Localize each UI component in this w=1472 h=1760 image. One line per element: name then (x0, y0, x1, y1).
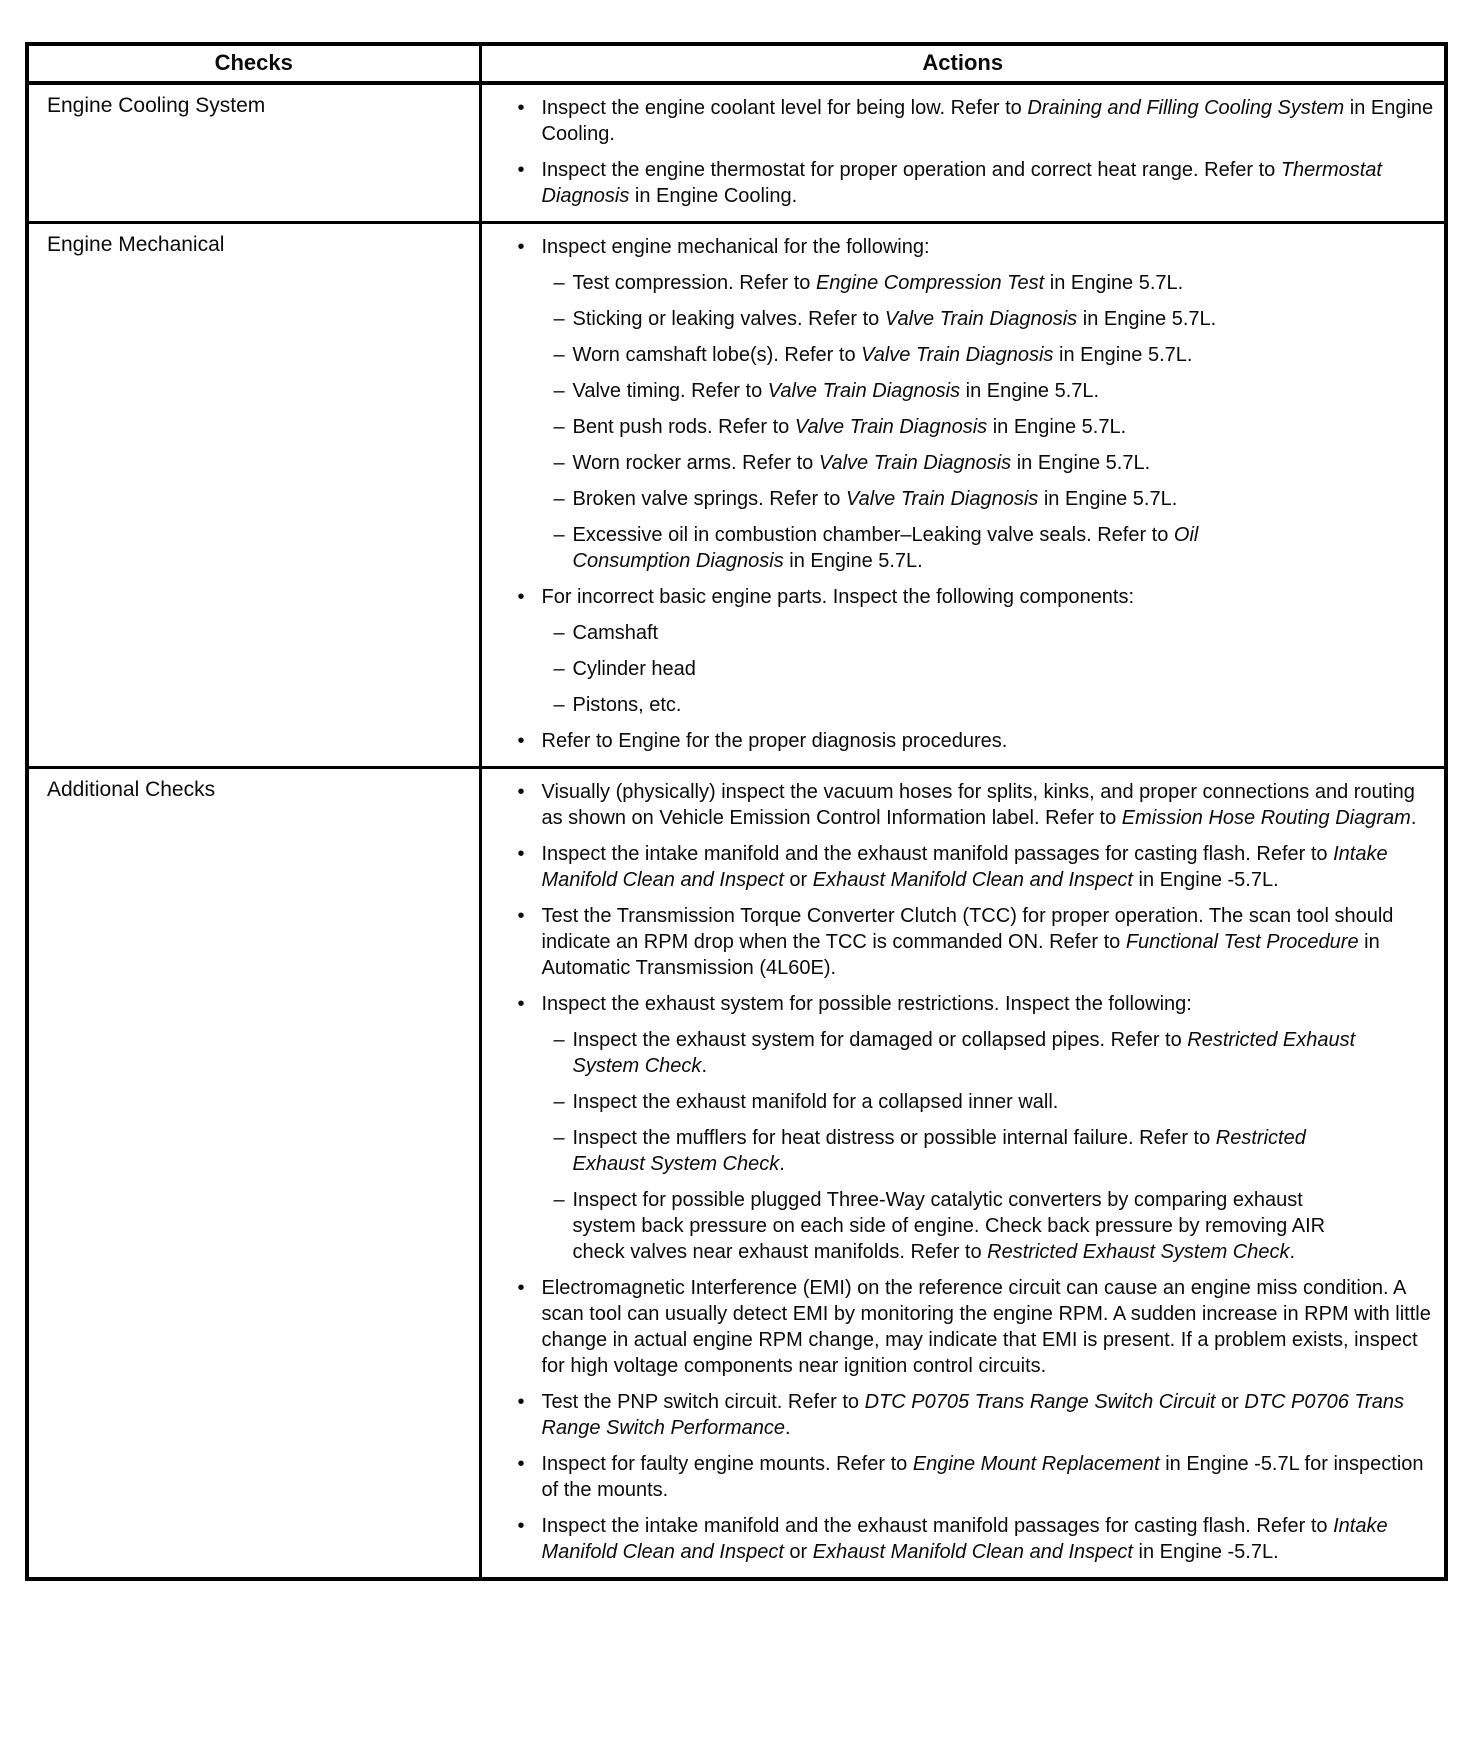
action-item-text (542, 95, 1435, 147)
text-segment: Valve Train Diagnosis (884, 308, 1078, 330)
text-segment: . (784, 1417, 791, 1439)
text-segment: Sticking or leaking valves. Refer to (572, 308, 885, 330)
text-segment: Thermostat Diagnosis (541, 159, 1382, 207)
action-item (518, 1275, 1435, 1379)
bullet-marker: • (517, 1515, 525, 1537)
bullet-marker: • (517, 159, 525, 181)
actions-cell-engine-cooling-system (480, 83, 1446, 223)
action-item-text (542, 903, 1435, 981)
action-item-text (573, 522, 1273, 574)
dash-marker: – (553, 1091, 565, 1113)
dash-marker: – (553, 344, 565, 366)
action-item-text (573, 1187, 1363, 1265)
check-cell-additional-checks: Additional Checks (27, 768, 480, 1580)
text-segment: Engine Mount Replacement (912, 1453, 1160, 1475)
checks-column-header: Checks (27, 44, 480, 83)
dash-marker: – (553, 308, 565, 330)
bullet-marker: • (517, 1391, 525, 1413)
action-item (518, 486, 1435, 512)
action-item (518, 522, 1435, 574)
action-item-text (542, 234, 1435, 260)
text-segment: Worn camshaft lobe(s). Refer to (572, 344, 862, 366)
text-segment: in Engine 5.7L. (1044, 272, 1184, 294)
text-segment: in Engine 5.7L. (783, 550, 923, 572)
text-segment: DTC P0705 Trans Range Switch Circuit (864, 1391, 1216, 1413)
text-segment: in Engine -5.7L. (1132, 869, 1279, 891)
action-item (518, 378, 1435, 404)
action-item (518, 95, 1435, 147)
text-segment: or (783, 869, 813, 891)
text-segment: in Engine Cooling. (629, 185, 798, 207)
text-segment: . (1289, 1241, 1296, 1263)
text-segment: Inspect engine mechanical for the following: (541, 236, 930, 258)
bullet-marker: • (517, 993, 525, 1015)
text-segment: in Engine 5.7L. (1077, 308, 1217, 330)
text-segment: For incorrect basic engine parts. Inspect the following components: (541, 586, 1135, 608)
text-segment: Valve Train Diagnosis (861, 344, 1054, 366)
text-segment: Inspect for possible plugged Three-Way catalytic converters by comparing exhaust system back pressure on each side of engine. Check back pressure by removing AIR check valves near exhaust manifolds. Refer to (572, 1189, 1326, 1263)
action-item-text (573, 306, 1273, 332)
bullet-marker: • (517, 1277, 525, 1299)
dash-marker: – (553, 272, 565, 294)
action-item (518, 584, 1435, 610)
action-item (518, 1089, 1435, 1115)
text-segment: Inspect the engine thermostat for proper operation and correct heat range. Refer to (541, 159, 1281, 181)
text-segment: . (779, 1153, 785, 1175)
text-segment: Broken valve springs. Refer to (572, 488, 846, 510)
dash-marker: – (553, 658, 565, 680)
text-segment: . (1410, 807, 1417, 829)
bullet-marker: • (517, 586, 525, 608)
text-segment: Valve Train Diagnosis (845, 488, 1039, 510)
table-row (27, 83, 1446, 223)
dash-marker: – (553, 380, 565, 402)
text-segment: Pistons, etc. (572, 694, 682, 716)
bullet-marker: • (517, 905, 525, 927)
table-header (27, 44, 1446, 83)
dash-marker: – (553, 622, 565, 644)
text-segment: in Engine 5.7L. (1038, 488, 1178, 510)
action-item-text (542, 841, 1435, 893)
bullet-marker: • (517, 1453, 525, 1475)
action-item (518, 342, 1435, 368)
text-segment: Engine Compression Test (815, 272, 1045, 294)
action-item (518, 656, 1435, 682)
action-item (518, 306, 1435, 332)
text-segment: Exhaust Manifold Clean and Inspect (812, 869, 1133, 891)
action-item-text (573, 1089, 1363, 1115)
action-item (518, 1389, 1435, 1441)
bullet-marker: • (517, 781, 525, 803)
action-item (518, 779, 1435, 831)
text-segment: Bent push rods. Refer to (572, 416, 795, 438)
action-item-text (573, 270, 1273, 296)
action-item (518, 903, 1435, 981)
action-item (518, 991, 1435, 1017)
action-item-text (542, 728, 1435, 754)
text-segment: Inspect the mufflers for heat distress or possible internal failure. Refer to (572, 1127, 1216, 1149)
action-item-text (573, 656, 1273, 682)
text-segment: Test compression. Refer to (572, 272, 816, 294)
text-segment: in Engine Cooling. (541, 97, 1434, 145)
text-segment: Visually (physically) inspect the vacuum hoses for splits, kinks, and proper connections and routing as shown on Vehicle Emission Control Information label. Refer to (541, 781, 1415, 829)
text-segment: Functional Test Procedure (1125, 931, 1359, 953)
text-segment: in Engine -5.7L. (1132, 1541, 1279, 1563)
action-item (518, 620, 1435, 646)
table-row (27, 768, 1446, 1580)
action-item-text (542, 157, 1435, 209)
check-cell-engine-mechanical: Engine Mechanical (27, 223, 480, 768)
text-segment: or (1215, 1391, 1245, 1413)
text-segment: or (783, 1541, 813, 1563)
text-segment: Restricted Exhaust System Check (572, 1127, 1306, 1175)
text-segment: Emission Hose Routing Diagram (1121, 807, 1411, 829)
bullet-marker: • (517, 236, 525, 258)
text-segment: . (701, 1055, 707, 1077)
dash-marker: – (553, 524, 565, 546)
action-item-text (542, 779, 1435, 831)
text-segment: Excessive oil in combustion chamber–Leaking valve seals. Refer to (572, 524, 1174, 546)
actions-column-header: Actions (480, 44, 1446, 83)
action-item-text (542, 1389, 1435, 1441)
text-segment: Valve timing. Refer to (572, 380, 768, 402)
bullet-marker: • (517, 730, 525, 752)
table-body (27, 83, 1446, 1579)
text-segment: Intake Manifold Clean and Inspect (541, 843, 1388, 891)
text-segment: Valve Train Diagnosis (794, 416, 988, 438)
text-segment: Inspect for faulty engine mounts. Refer to (541, 1453, 913, 1475)
dash-marker: – (553, 488, 565, 510)
text-segment: in Automatic Transmission (4L60E). (541, 931, 1380, 979)
action-item-text (542, 1275, 1435, 1379)
bullet-marker: • (517, 843, 525, 865)
text-segment: Inspect the engine coolant level for being low. Refer to (541, 97, 1028, 119)
action-item (518, 414, 1435, 440)
text-segment: Draining and Filling Cooling System (1027, 97, 1345, 119)
action-item-text (573, 378, 1273, 404)
check-cell-engine-cooling-system: Engine Cooling System (27, 83, 480, 223)
action-item-text (542, 584, 1435, 610)
action-item-text (573, 414, 1273, 440)
text-segment: Inspect the intake manifold and the exhaust manifold passages for casting flash. Refer to (541, 1515, 1334, 1537)
action-item (518, 450, 1435, 476)
text-segment: Valve Train Diagnosis (818, 452, 1012, 474)
text-segment: Test the PNP switch circuit. Refer to (541, 1391, 865, 1413)
text-segment: Electromagnetic Interference (EMI) on the reference circuit can cause an engine miss condition. A scan tool can usually detect EMI by monitoring the engine RPM. A sudden increase in RPM with little change in actual engine RPM change, may indicate that EMI is present. If a problem exists, inspect for high voltage components near ignition control circuits. (541, 1277, 1431, 1377)
bullet-marker: • (517, 97, 525, 119)
action-item-text (573, 1125, 1363, 1177)
text-segment: in Engine 5.7L. (987, 416, 1127, 438)
action-item (518, 234, 1435, 260)
text-segment: Worn rocker arms. Refer to (572, 452, 819, 474)
dash-marker: – (553, 1189, 565, 1211)
checks-actions-table (25, 42, 1448, 1581)
action-item (518, 1187, 1435, 1265)
action-item-text (542, 991, 1435, 1017)
text-segment: in Engine 5.7L. (1011, 452, 1151, 474)
action-item-text (573, 342, 1273, 368)
actions-cell-engine-mechanical (480, 223, 1446, 768)
text-segment: Refer to Engine for the proper diagnosis procedures. (541, 730, 1008, 752)
text-segment: Test the Transmission Torque Converter Clutch (TCC) for proper operation. The scan tool should indicate an RPM drop when the TCC is commanded ON. Refer to (541, 905, 1394, 953)
text-segment: Exhaust Manifold Clean and Inspect (812, 1541, 1133, 1563)
text-segment: Cylinder head (572, 658, 696, 680)
action-item-text (542, 1513, 1435, 1565)
dash-marker: – (553, 416, 565, 438)
action-item (518, 1513, 1435, 1565)
text-segment: Valve Train Diagnosis (767, 380, 961, 402)
actions-cell-additional-checks (480, 768, 1446, 1580)
action-item (518, 692, 1435, 718)
text-segment: Restricted Exhaust System Check (572, 1029, 1356, 1077)
dash-marker: – (553, 1127, 565, 1149)
text-segment: Inspect the intake manifold and the exhaust manifold passages for casting flash. Refer to (541, 843, 1334, 865)
action-item (518, 728, 1435, 754)
text-segment: in Engine -5.7L for inspection of the mounts. (541, 1453, 1424, 1501)
text-segment: Camshaft (572, 622, 659, 644)
action-item (518, 1451, 1435, 1503)
dash-marker: – (553, 1029, 565, 1051)
action-item-text (573, 486, 1273, 512)
action-item (518, 1027, 1435, 1079)
text-segment: Intake Manifold Clean and Inspect (541, 1515, 1388, 1563)
action-item-text (542, 1451, 1435, 1503)
action-item-text (573, 620, 1273, 646)
action-item (518, 157, 1435, 209)
text-segment: DTC P0706 Trans Range Switch Performance (541, 1391, 1405, 1439)
action-item (518, 841, 1435, 893)
table-row (27, 223, 1446, 768)
action-item-text (573, 450, 1273, 476)
action-item-text (573, 1027, 1363, 1079)
action-item (518, 270, 1435, 296)
action-item (518, 1125, 1435, 1177)
action-item-text (573, 692, 1273, 718)
text-segment: Restricted Exhaust System Check (987, 1241, 1290, 1263)
text-segment: Inspect the exhaust manifold for a collapsed inner wall. (572, 1091, 1059, 1113)
text-segment: Inspect the exhaust system for possible restrictions. Inspect the following: (541, 993, 1192, 1015)
text-segment: in Engine 5.7L. (1053, 344, 1193, 366)
text-segment: Inspect the exhaust system for damaged or collapsed pipes. Refer to (572, 1029, 1188, 1051)
dash-marker: – (553, 452, 565, 474)
text-segment: in Engine 5.7L. (960, 380, 1100, 402)
dash-marker: – (553, 694, 565, 716)
text-segment: Oil Consumption Diagnosis (572, 524, 1199, 572)
